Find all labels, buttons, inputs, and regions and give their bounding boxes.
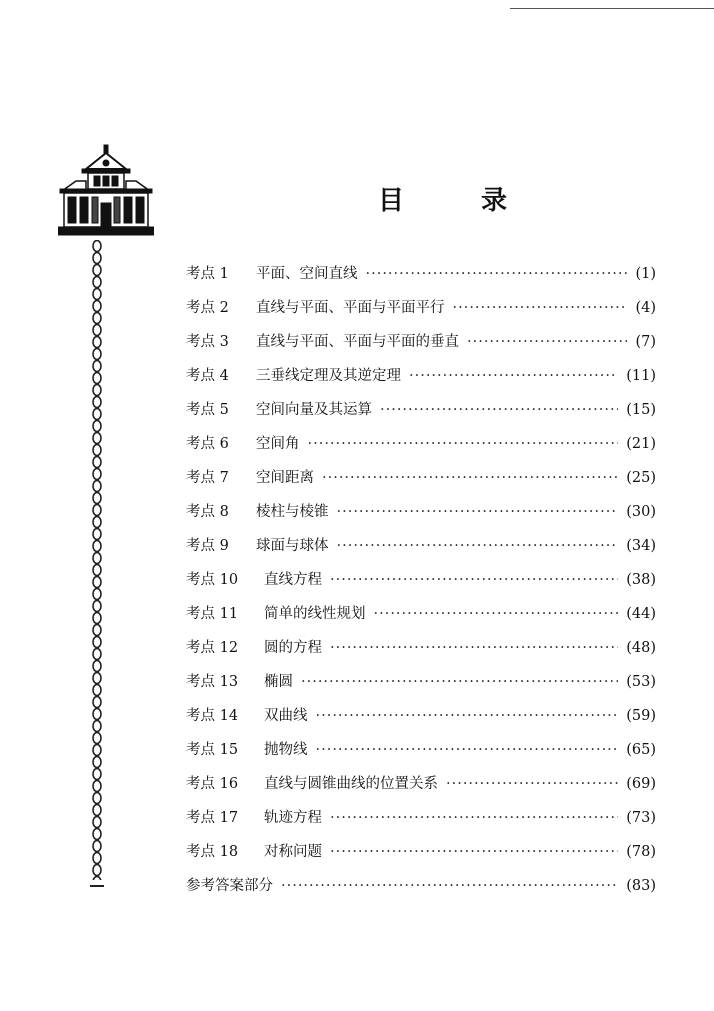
toc-num: 考点 18	[186, 844, 239, 860]
toc-page: (30)	[626, 504, 656, 520]
toc-label: 抛物线	[264, 742, 308, 758]
page-title: 目 录	[378, 186, 542, 216]
dot-leader	[453, 291, 628, 325]
toc-page: (44)	[626, 606, 656, 622]
toc-row[interactable]	[186, 767, 656, 801]
toc-num: 考点 15	[186, 742, 239, 758]
toc-label: 直线与平面、平面与平面的垂直	[256, 334, 459, 350]
toc-label: 轨迹方程	[264, 810, 322, 826]
top-rule	[510, 8, 714, 9]
toc-num: 考点 3	[186, 334, 229, 350]
toc-row[interactable]	[186, 631, 656, 665]
toc-row-answers[interactable]	[186, 869, 656, 903]
toc-page: (69)	[626, 776, 656, 792]
toc-page: (65)	[626, 742, 656, 758]
dot-leader	[380, 393, 618, 427]
toc-num: 考点 6	[186, 436, 229, 452]
toc-row[interactable]	[186, 563, 656, 597]
toc-page: (53)	[626, 674, 656, 690]
toc-row[interactable]	[186, 393, 656, 427]
toc-num: 考点 16	[186, 776, 239, 792]
toc-page: (59)	[626, 708, 656, 724]
dot-leader	[330, 563, 618, 597]
toc-row[interactable]	[186, 495, 656, 529]
toc-row[interactable]	[186, 733, 656, 767]
toc-row[interactable]	[186, 461, 656, 495]
table-of-contents	[186, 257, 656, 903]
toc-page: (83)	[626, 878, 656, 894]
toc-page: (15)	[626, 402, 656, 418]
toc-label: 圆的方程	[264, 640, 322, 656]
toc-row[interactable]	[186, 665, 656, 699]
toc-page: (73)	[626, 810, 656, 826]
toc-num: 考点 8	[186, 504, 229, 520]
toc-page: (38)	[626, 572, 656, 588]
toc-num: 考点 9	[186, 538, 229, 554]
dot-leader	[366, 257, 628, 291]
dot-leader	[330, 835, 618, 869]
toc-label: 平面、空间直线	[256, 266, 358, 282]
toc-num: 考点 1	[186, 266, 229, 282]
toc-row[interactable]	[186, 359, 656, 393]
toc-label: 三垂线定理及其逆定理	[256, 368, 401, 384]
toc-num: 考点 17	[186, 810, 239, 826]
toc-label: 简单的线性规划	[264, 606, 366, 622]
toc-page: (4)	[635, 300, 656, 316]
dot-leader	[446, 767, 618, 801]
toc-row[interactable]	[186, 427, 656, 461]
toc-page: (78)	[626, 844, 656, 860]
toc-row[interactable]	[186, 597, 656, 631]
toc-row[interactable]	[186, 291, 656, 325]
dot-leader	[337, 529, 619, 563]
toc-label: 球面与球体	[256, 538, 329, 554]
dot-leader	[308, 427, 619, 461]
toc-label: 直线与圆锥曲线的位置关系	[264, 776, 438, 792]
toc-num: 考点 14	[186, 708, 239, 724]
toc-page: (25)	[626, 470, 656, 486]
toc-label: 双曲线	[264, 708, 308, 724]
dot-leader	[322, 461, 618, 495]
toc-num: 考点 10	[186, 572, 239, 588]
toc-num: 考点 7	[186, 470, 229, 486]
toc-label: 空间角	[256, 436, 300, 452]
dot-leader	[316, 733, 619, 767]
toc-num: 考点 4	[186, 368, 229, 384]
dot-leader	[316, 699, 619, 733]
dot-leader	[330, 801, 618, 835]
toc-row[interactable]	[186, 257, 656, 291]
toc-label: 椭圆	[264, 674, 293, 690]
toc-label: 棱柱与棱锥	[256, 504, 329, 520]
chain-border-icon	[89, 240, 105, 890]
dot-leader	[330, 631, 618, 665]
building-illustration-icon	[58, 143, 154, 239]
toc-label: 参考答案部分	[186, 878, 273, 894]
dot-leader	[467, 325, 627, 359]
dot-leader	[409, 359, 618, 393]
toc-label: 对称问题	[264, 844, 322, 860]
dot-leader	[374, 597, 619, 631]
toc-row[interactable]	[186, 325, 656, 359]
dot-leader	[281, 869, 618, 903]
toc-num: 考点 12	[186, 640, 239, 656]
toc-page: (7)	[635, 334, 656, 350]
toc-num: 考点 2	[186, 300, 229, 316]
toc-page: (1)	[635, 266, 656, 282]
toc-page: (11)	[626, 368, 656, 384]
toc-page: (34)	[626, 538, 656, 554]
toc-num: 考点 13	[186, 674, 239, 690]
toc-label: 直线与平面、平面与平面平行	[256, 300, 445, 316]
toc-row[interactable]	[186, 801, 656, 835]
toc-page: (48)	[626, 640, 656, 656]
toc-label: 空间距离	[256, 470, 314, 486]
toc-row[interactable]	[186, 699, 656, 733]
toc-num: 考点 11	[186, 606, 239, 622]
toc-label: 空间向量及其运算	[256, 402, 372, 418]
toc-label: 直线方程	[264, 572, 322, 588]
toc-row[interactable]	[186, 835, 656, 869]
toc-page: (21)	[626, 436, 656, 452]
toc-num: 考点 5	[186, 402, 229, 418]
dot-leader	[301, 665, 618, 699]
dot-leader	[337, 495, 619, 529]
toc-row[interactable]	[186, 529, 656, 563]
